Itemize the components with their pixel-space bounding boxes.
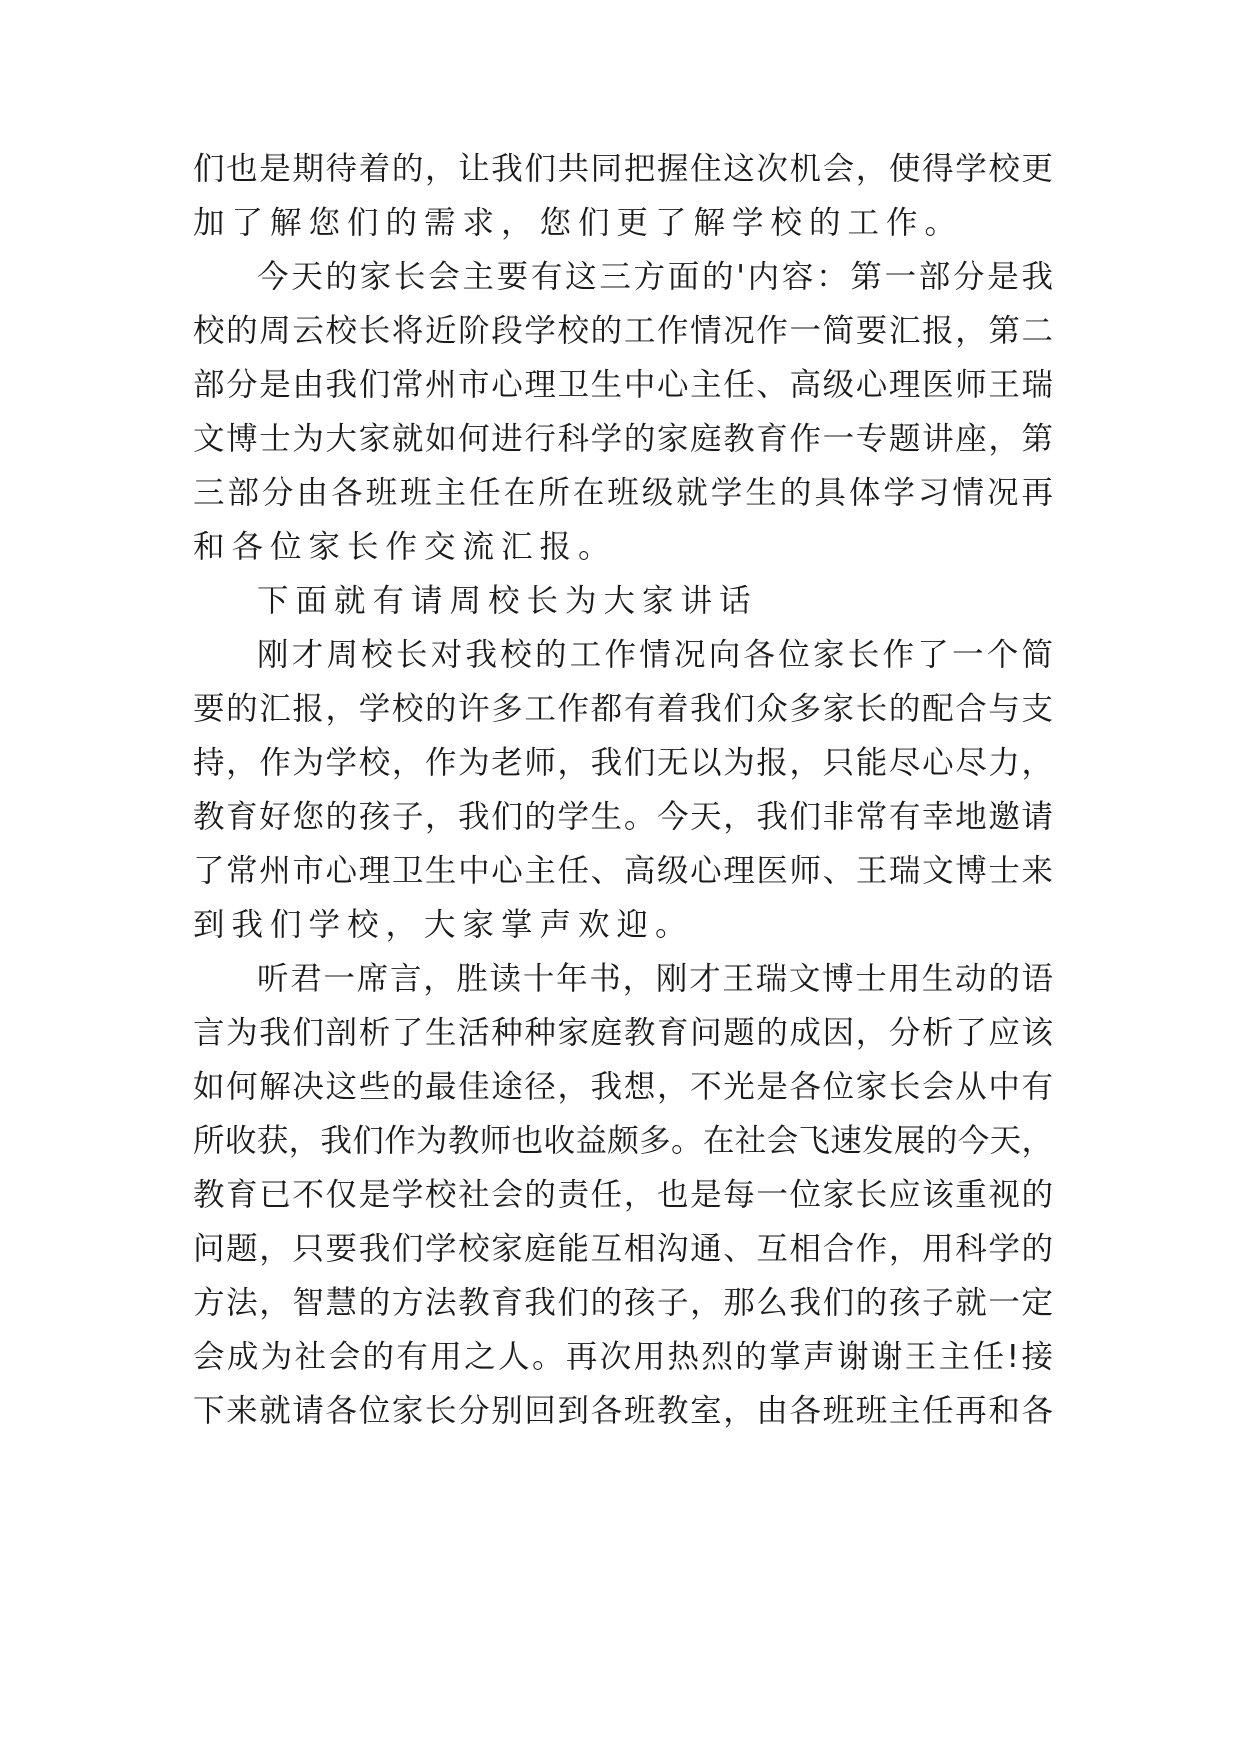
text-line: 问题，只要我们学校家庭能互相沟通、互相合作，用科学的 (193, 1231, 1053, 1267)
text-line: 下来就请各位家长分别回到各班教室，由各班班主任再和各 (193, 1393, 1053, 1429)
text-line: 下面就有请周校长为大家讲话 (257, 583, 758, 619)
text-line: 和各位家长作交流汇报。 (193, 529, 617, 565)
text-line: 持，作为学校，作为老师，我们无以为报，只能尽心尽力， (193, 745, 1053, 781)
text-line: 刚才周校长对我校的工作情况向各位家长作了一个简 (257, 637, 1053, 673)
text-line: 加了解您们的需求，您们更了解学校的工作。 (193, 205, 964, 241)
text-line: 方法，智慧的方法教育我们的孩子，那么我们的孩子就一定 (193, 1285, 1053, 1321)
text-line: 所收获，我们作为教师也收益颇多。在社会飞速发展的今天， (193, 1123, 1053, 1159)
text-line: 今天的家长会主要有这三方面的'内容：第一部分是我 (257, 259, 1053, 295)
text-line: 会成为社会的有用之人。再次用热烈的掌声谢谢王主任!接 (193, 1339, 1053, 1375)
text-line: 校的周云校长将近阶段学校的工作情况作一简要汇报，第二 (193, 313, 1053, 349)
text-line: 要的汇报，学校的许多工作都有着我们众多家长的配合与支 (193, 691, 1053, 727)
text-line: 部分是由我们常州市心理卫生中心主任、高级心理医师王瑞 (193, 367, 1053, 403)
text-line: 们也是期待着的，让我们共同把握住这次机会，使得学校更 (193, 151, 1053, 187)
text-line: 三部分由各班班主任在所在班级就学生的具体学习情况再 (193, 475, 1053, 511)
text-line: 言为我们剖析了生活种种家庭教育问题的成因，分析了应该 (193, 1015, 1053, 1051)
text-line: 教育好您的孩子，我们的学生。今天，我们非常有幸地邀请 (193, 799, 1053, 835)
text-line: 听君一席言，胜读十年书，刚才王瑞文博士用生动的语 (257, 961, 1053, 997)
text-line: 到我们学校，大家掌声欢迎。 (193, 907, 694, 943)
text-line: 如何解决这些的最佳途径，我想，不光是各位家长会从中有 (193, 1069, 1053, 1105)
text-line: 文博士为大家就如何进行科学的家庭教育作一专题讲座，第 (193, 421, 1053, 457)
text-line: 了常州市心理卫生中心主任、高级心理医师、王瑞文博士来 (193, 853, 1053, 889)
text-line: 教育已不仅是学校社会的责任，也是每一位家长应该重视的 (193, 1177, 1053, 1213)
